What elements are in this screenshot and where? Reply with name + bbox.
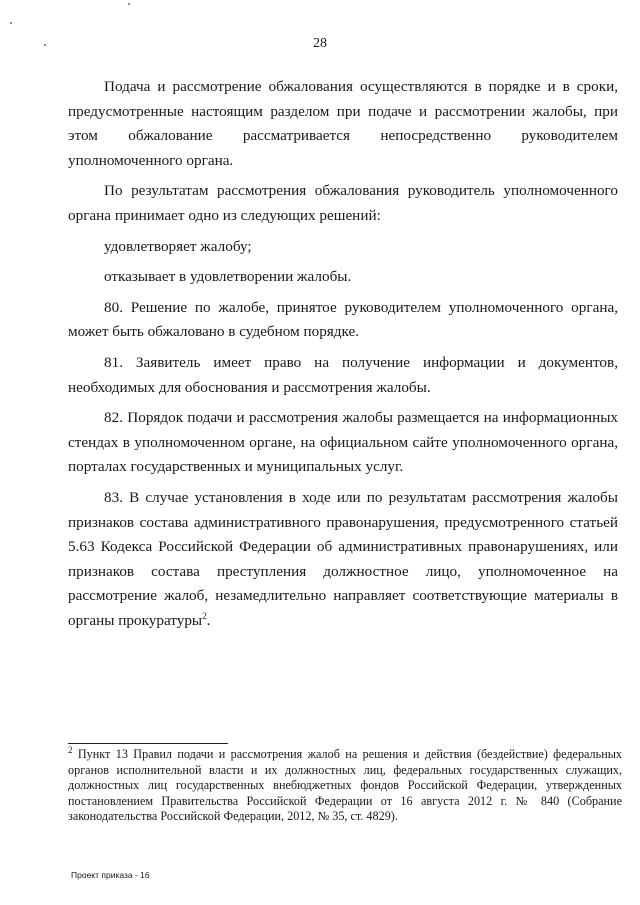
footer-label: Проект приказа - 16 [71,870,150,880]
footnote-reference: 2 [202,610,207,621]
paragraph-83-text: 83. В случае установления в ходе или по результатам рассмотрения жалобы признаков состава административного правонарушения, предусмотренного статьей 5.63 Кодекса Российской Федерации об административных правонарушениях, или признаков состава преступления должностное лицо, уполномоченное на рассмотрение жалоб, незамедлительно направляет соответствующие материалы в органы прокуратуры [68,488,618,629]
page-number: 28 [313,36,327,51]
paragraph-82: 82. Порядок подачи и рассмотрения жалобы размещается на информационных стендах в уполномоченном органе, на официальном сайте уполномоченного органа, порталах государственных и муниципальных услуг. [68,409,618,476]
list-item: отказывает в удовлетворении жалобы. [104,268,352,286]
paragraph-80: 80. Решение по жалобе, принятое руководителем уполномоченного органа, может быть обжаловано в судебном порядке. [68,298,618,341]
paragraph: Подача и рассмотрение обжалования осуществляются в порядке и в сроки, предусмотренные настоящим разделом при подаче и рассмотрении жалобы, при этом обжалование рассматривается непосредственно руководителем уполномоченного органа. [68,78,618,169]
scan-speck [128,3,130,5]
paragraph-83: 83. В случае установления в ходе или по результатам рассмотрения жалобы признаков состава административного правонарушения, предусмотренного статьей 5.63 Кодекса Российской Федерации об административных правонарушениях, или признаков состава преступления должностное лицо, уполномоченное на рассмотрение жалоб, незамедлительно направляет соответствующие материалы в органы прокуратуры$^2$. [68,488,618,629]
footnote [68,744,622,825]
list-item: удовлетворяет жалобу; [104,237,252,255]
scan-speck [10,22,12,24]
footnote-separator [68,743,228,744]
footnote-marker: 2 [68,744,73,755]
paragraph-81: 81. Заявитель имеет право на получение информации и документов, необходимых для обоснования и рассмотрения жалобы. [68,353,618,396]
paragraph: По результатам рассмотрения обжалования руководитель уполномоченного органа принимает одно из следующих решений: [68,182,618,224]
footnote-text: Пункт 13 Правил подачи и рассмотрения жалоб на решения и действия (бездействие) федеральных органов исполнительной власти и их должностных лиц, федеральных государственных служащих, должностных лиц государственных внебюджетных фондов Российской Федерации, утвержденных постановлением Правительства Российской Федерации от 16 августа 2012 г. № 840 (Собрание законодательства Российской Федерации, 2012, № 35, ст. 4829). [68,747,622,823]
body-text [68,75,618,639]
